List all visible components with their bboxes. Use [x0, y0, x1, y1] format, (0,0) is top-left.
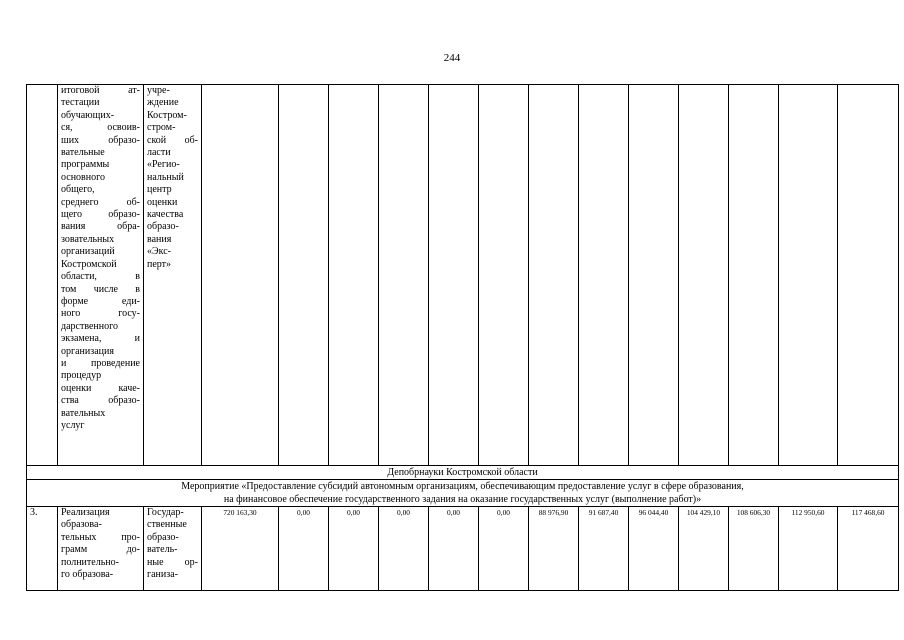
year-value-cell: [279, 85, 329, 466]
cell-text-line: ного госу-: [61, 308, 140, 320]
cell-text-line: центр: [147, 184, 172, 196]
cell-text-line: оценки каче-: [61, 382, 140, 394]
cell-text-line: «Экс-: [147, 246, 171, 258]
cell-text-line: экзамена, и: [61, 333, 140, 345]
cell-text-line: грамм до-: [61, 544, 140, 556]
cell-text-line: ласти: [147, 147, 171, 159]
year-value-cell: [838, 85, 899, 466]
cell-text-line: перт»: [147, 258, 172, 270]
cell-text-line: учре-: [147, 85, 170, 96]
row-index: [27, 85, 58, 466]
cell-text-line: ные ор-: [147, 556, 198, 568]
year-value-cell: 108 606,30: [729, 507, 779, 591]
cell-text-line: полнительно-: [61, 556, 119, 568]
cell-text-line: организаций: [61, 246, 115, 258]
measure-title-line: Мероприятие «Предоставление субсидий автономным организациям, обеспечивающим предоставление услуг в сфере образования,: [181, 481, 744, 492]
activity-description: [58, 85, 144, 466]
cell-text-line: процедур: [61, 370, 102, 382]
year-value-cell: 91 687,40: [579, 507, 629, 591]
cell-text-line: ватель-: [147, 544, 178, 556]
cell-text-line: форме еди-: [61, 295, 140, 307]
budget-table: [26, 84, 899, 591]
cell-text-line: среднего об-: [61, 196, 140, 208]
department-row: [27, 466, 899, 480]
cell-text-line: образо-: [147, 531, 179, 543]
cell-text-line: программы: [61, 159, 110, 171]
year-value-cell: 0,00: [279, 507, 329, 591]
cell-text-line: тестации: [61, 97, 100, 109]
year-value-cell: 0,00: [379, 507, 429, 591]
year-value-cell: 0,00: [329, 507, 379, 591]
year-value-cell: [579, 85, 629, 466]
cell-text-line: области, в: [61, 271, 140, 283]
cell-text-line: Костромской: [61, 258, 117, 270]
cell-text-line: вательных: [61, 407, 106, 419]
activity-description: [58, 507, 144, 591]
cell-text-line: нальный: [147, 171, 184, 183]
cell-text-line: организация: [61, 345, 114, 357]
year-value-cell: 96 044,40: [629, 507, 679, 591]
total-value-cell: 720 163,30: [202, 507, 279, 591]
cell-text-line: вания обра-: [61, 221, 140, 233]
cell-text-line: ших образо-: [61, 134, 140, 146]
year-value-cell: 0,00: [429, 507, 479, 591]
total-value-cell: [202, 85, 279, 466]
cell-text-line: том числе в: [61, 283, 140, 295]
year-value-cell: [529, 85, 579, 466]
year-value-cell: [729, 85, 779, 466]
year-value-cell: [679, 85, 729, 466]
cell-text-line: дарственного: [61, 320, 118, 332]
cell-text-line: общего,: [61, 184, 95, 196]
executor-cell: [144, 507, 202, 591]
cell-text-line: вания: [147, 233, 172, 245]
year-value-cell: [779, 85, 838, 466]
year-value-cell: [479, 85, 529, 466]
cell-text-line: ства образо-: [61, 395, 140, 407]
year-value-cell: 88 976,90: [529, 507, 579, 591]
year-value-cell: 117 468,60: [838, 507, 899, 591]
measure-row: [27, 480, 899, 507]
cell-text-line: ской об-: [147, 134, 198, 146]
cell-text-line: Государ-: [147, 507, 184, 518]
year-value-cell: [329, 85, 379, 466]
cell-text-line: Реализация: [61, 507, 110, 518]
cell-text-line: ся, освоив-: [61, 122, 140, 134]
cell-text-line: и проведение: [61, 357, 140, 369]
row-index: 3.: [27, 507, 58, 591]
cell-text-line: основного: [61, 171, 105, 183]
table-row: [27, 85, 899, 466]
cell-text-line: «Регио-: [147, 159, 180, 171]
measure-title-line: на финансовое обеспечение государственного задания на оказание государственных услуг (выполнение работ)»: [223, 494, 702, 505]
cell-text-line: стром-: [147, 122, 176, 134]
measure-title: [27, 480, 899, 507]
cell-text-line: го образова-: [61, 569, 114, 581]
cell-text-line: услуг: [61, 419, 85, 431]
cell-text-line: оценки: [147, 196, 178, 208]
cell-text-line: вательные: [61, 147, 105, 159]
year-value-cell: 112 950,60: [779, 507, 838, 591]
year-value-cell: [379, 85, 429, 466]
cell-text-line: ганиза-: [147, 569, 178, 581]
cell-text-line: тельных про-: [61, 531, 140, 543]
cell-text-line: ждение: [147, 97, 179, 109]
executor-cell: [144, 85, 202, 466]
cell-text-line: зовательных: [61, 233, 115, 245]
cell-text-line: Костром-: [147, 109, 187, 121]
cell-text-line: щего образо-: [61, 209, 140, 221]
year-value-cell: [629, 85, 679, 466]
year-value-cell: 0,00: [479, 507, 529, 591]
year-value-cell: 104 429,10: [679, 507, 729, 591]
cell-text-line: образо-: [147, 221, 179, 233]
table-row: [27, 507, 899, 591]
cell-text-line: качества: [147, 209, 184, 221]
year-value-cell: [429, 85, 479, 466]
page-number: 244: [443, 52, 461, 64]
cell-text-line: образова-: [61, 519, 102, 531]
cell-text-line: ственные: [147, 519, 187, 531]
cell-text-line: обучающих-: [61, 109, 115, 121]
department-name: Депобрнауки Костромской области: [27, 466, 899, 480]
cell-text-line: итоговой ат-: [61, 85, 140, 96]
